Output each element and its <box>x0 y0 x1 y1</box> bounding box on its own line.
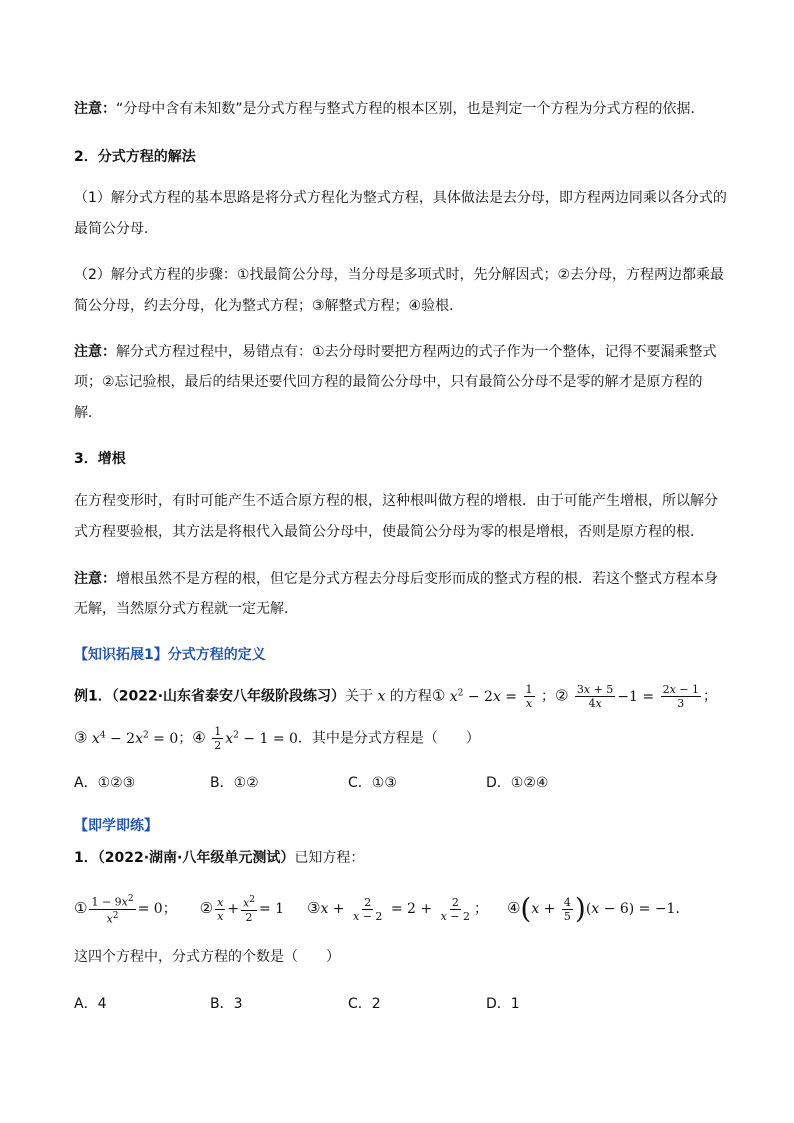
paragraph-line: 式方程要验根，其方法是将根代入最简公分母中，使最简公分母为零的根是增根，否则是原方程的根． <box>74 524 704 540</box>
equation-4: $\frac{1}{2}$ $x^2 - 1 = 0$ <box>214 725 298 753</box>
section-heading-3: 3．增根 <box>74 451 126 467</box>
example-intro: 关于 <box>345 688 374 705</box>
paragraph-line: 在方程变形时，有时可能产生不适合原方程的根，这种根叫做方程的增根．由于可能产生增根，所以解分 <box>74 493 718 509</box>
note-label: 注意： <box>74 101 116 117</box>
option-d[interactable]: D．①②④ <box>486 775 549 791</box>
note-text: 解分式方程过程中，易错点有：①去分母时要把方程两边的式子作为一个整体，记得不要漏乘整式 <box>116 344 717 360</box>
circled-1: ① <box>431 686 446 705</box>
practice-question-text: 这四个方程中，分式方程的个数是（ ） <box>74 949 340 965</box>
example-question: 例1．（2022·山东省泰安八年级阶段练习）关于 x 的方程① $x^2 - 2x$ = $\frac{1}{x}$ ；② $\frac{3x + 5}{4x}$ −1 = $\frac{2x - 1}{3}$ ； <box>74 683 718 711</box>
equation-1: $x^2 - 2x$ = $\frac{1}{x}$ <box>449 683 533 711</box>
paragraph-line: 解． <box>74 405 102 421</box>
option-c[interactable]: C．2 <box>348 996 381 1012</box>
note-label: 注意： <box>74 344 116 360</box>
equation-1: $\frac{1 - 9x^2}{x^2}$ = 0 <box>91 893 163 926</box>
note-label: 注意： <box>74 571 116 587</box>
note-paragraph <box>74 342 717 362</box>
paragraph-line: （2）解分式方程的步骤：①找最简公分母，当分母是多项式时，先分解因式；②去分母，方程两边都乘最 <box>74 267 725 283</box>
paragraph-line: 简公分母，约去分母，化为整式方程；③解整式方程；④验根． <box>74 298 464 314</box>
option-d[interactable]: D．1 <box>486 996 520 1012</box>
variable-x: x <box>377 688 386 705</box>
equation-3: x + $\frac{2}{x - 2}$ = 2 + $\frac{2}{x - 2}$ <box>320 895 471 923</box>
paragraph-line: 项；②忘记验根，最后的结果还要代回方程的最简公分母中，只有最简公分母不是零的解才是原方程的 <box>74 374 703 390</box>
circled-2: ② <box>199 899 214 917</box>
equation-3: $x^4 - 2x^2 = 0$ <box>91 730 179 747</box>
circled-1: ① <box>74 899 88 917</box>
example-intro2: 的方程 <box>389 688 432 705</box>
equation-2: $\frac{x}{x}$ + $\frac{x^2}{2}$ = 1 <box>217 895 285 924</box>
equation-4: (x + $\frac{4}{5}$ )(x − 6) = −1 <box>520 892 676 925</box>
option-b[interactable]: B．①② <box>210 775 259 791</box>
paragraph-line: （1）解分式方程的基本思路是将分式方程化为整式方程，具体做法是去分母，即方程两边同乘以各分式的 <box>74 190 727 206</box>
example-source: （2022·山东省泰安八年级阶段练习） <box>111 688 346 705</box>
option-a[interactable]: A．①②③ <box>74 775 136 791</box>
option-c[interactable]: C．①③ <box>348 775 397 791</box>
note-text: “分母中含有未知数”是分式方程与整式方程的根本区别，也是判定一个方程为分式方程的依据． <box>116 101 705 117</box>
equation-2: $\frac{3x + 5}{4x}$ −1 = $\frac{2x - 1}{3}$ <box>576 683 700 711</box>
example-label: 例1． <box>74 688 112 705</box>
note-paragraph <box>74 99 705 119</box>
paragraph-line: 无解，当然原分式方程就一定无解． <box>74 601 298 617</box>
section-heading-2: 2．分式方程的解法 <box>74 149 196 165</box>
circled-4: ④ <box>506 899 521 917</box>
practice-equations: ① $\frac{1 - 9x^2}{x^2}$ = 0； ② $\frac{x}{x}$ + $\frac{x^2}{2}$ = 1 ③x + $\frac{2}{x - 2}$ = 2 + $\frac{2}{x - 2}$ ； ④(x + $\frac{4}{5}$ )(x − 6) = −1． <box>74 892 690 926</box>
note-paragraph <box>74 569 718 589</box>
circled-2: ② <box>554 686 569 705</box>
question-source: （2022·湖南·八年级单元测试） <box>97 850 295 866</box>
circled-4: ④ <box>192 728 206 747</box>
practice-heading: 【即学即练】 <box>74 818 158 834</box>
extension-heading: 【知识拓展1】分式方程的定义 <box>74 647 266 663</box>
option-b[interactable]: B．3 <box>210 996 243 1012</box>
question-label: 1． <box>74 850 98 866</box>
option-a[interactable]: A．4 <box>74 996 107 1012</box>
practice-question <box>74 848 364 868</box>
circled-3: ③ <box>306 899 321 917</box>
note-text: 增根虽然不是方程的根，但它是分式方程去分母后变形而成的整式方程的根．若这个整式方程本身 <box>116 571 718 587</box>
question-intro: 已知方程： <box>294 850 365 866</box>
example-question-cont: ③ $x^4 - 2x^2 = 0$；④ $\frac{1}{2}$ $x^2 - 1 = 0$．其中是分式方程是（ ） <box>74 725 480 753</box>
paragraph-line: 最简公分母． <box>74 221 158 237</box>
example-tail: ．其中是分式方程是（ ） <box>297 730 480 747</box>
circled-3: ③ <box>74 728 88 747</box>
